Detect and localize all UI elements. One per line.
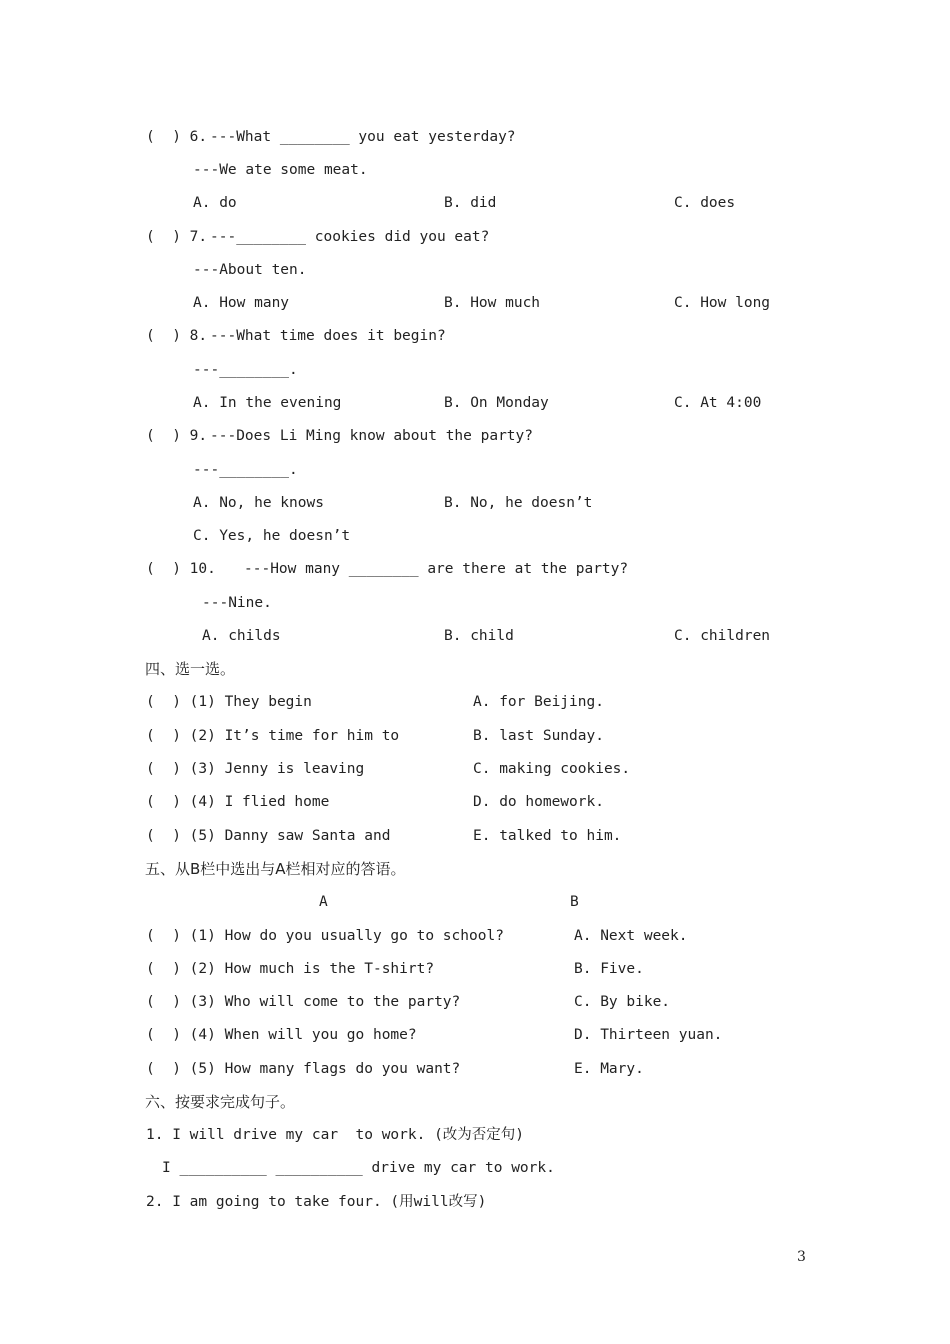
s5-row5-right: E. Mary. — [574, 1061, 644, 1077]
q6-answer: ---We ate some meat. — [193, 162, 368, 178]
q9-option-a: A. No, he knows — [193, 495, 324, 511]
page-number: 3 — [797, 1249, 806, 1265]
q6-prefix: ( ) 6. — [146, 129, 208, 145]
section5-title: 五、从B栏中选出与A栏相对应的答语。 — [145, 860, 406, 878]
s6-item2: 2. I am going to take four. (用will改写) — [146, 1194, 487, 1210]
s4-row5-right: E. talked to him. — [473, 828, 622, 844]
s5-row2-right: B. Five. — [574, 961, 644, 977]
s5-row3-right: C. By bike. — [574, 994, 671, 1010]
s4-row2-left: ( ) (2) It’s time for him to — [146, 728, 400, 744]
q9-option-c: C. Yes, he doesn’t — [193, 528, 351, 544]
q8-answer: ---________. — [193, 362, 298, 378]
s4-row1-left: ( ) (1) They begin — [146, 694, 312, 710]
s5-row5-left: ( ) (5) How many flags do you want? — [146, 1061, 461, 1077]
s5-row4-right: D. Thirteen yuan. — [574, 1027, 723, 1043]
q6-question: ---What ________ you eat yesterday? — [210, 129, 516, 145]
q10-question: ---How many ________ are there at the party? — [244, 561, 629, 577]
section4-title: 四、选一选。 — [145, 660, 236, 678]
s4-row2-right: B. last Sunday. — [473, 728, 604, 744]
s6-item1-answer: I __________ __________ drive my car to work. — [162, 1160, 555, 1176]
s5-column-b-header: B — [570, 894, 579, 910]
s4-row1-right: A. for Beijing. — [473, 694, 604, 710]
s6-item1: 1. I will drive my car to work. (改为否定句) — [146, 1127, 525, 1143]
q7-prefix: ( ) 7. — [146, 229, 208, 245]
q7-question: ---________ cookies did you eat? — [210, 229, 490, 245]
q9-prefix: ( ) 9. — [146, 428, 208, 444]
q6-option-b: B. did — [444, 195, 497, 211]
s5-row3-left: ( ) (3) Who will come to the party? — [146, 994, 461, 1010]
s4-row4-right: D. do homework. — [473, 794, 604, 810]
q10-answer: ---Nine. — [202, 595, 272, 611]
s4-row5-left: ( ) (5) Danny saw Santa and — [146, 828, 391, 844]
q8-question: ---What time does it begin? — [210, 328, 446, 344]
q10-prefix: ( ) 10. — [146, 561, 216, 577]
q7-option-a: A. How many — [193, 295, 290, 311]
s4-row3-right: C. making cookies. — [473, 761, 631, 777]
q9-option-b: B. No, he doesn’t — [444, 495, 593, 511]
q8-prefix: ( ) 8. — [146, 328, 208, 344]
s5-row2-left: ( ) (2) How much is the T-shirt? — [146, 961, 435, 977]
q10-option-a: A. childs — [202, 628, 281, 644]
s5-column-a-header: A — [319, 894, 328, 910]
q8-option-a: A. In the evening — [193, 395, 342, 411]
q8-option-c: C. At 4:00 — [674, 395, 762, 411]
s5-row1-right: A. Next week. — [574, 928, 688, 944]
s4-row4-left: ( ) (4) I flied home — [146, 794, 330, 810]
q7-option-b: B. How much — [444, 295, 541, 311]
q8-option-b: B. On Monday — [444, 395, 549, 411]
s5-row4-left: ( ) (4) When will you go home? — [146, 1027, 417, 1043]
s4-row3-left: ( ) (3) Jenny is leaving — [146, 761, 365, 777]
q9-question: ---Does Li Ming know about the party? — [210, 428, 534, 444]
q10-option-b: B. child — [444, 628, 514, 644]
q9-answer: ---________. — [193, 462, 298, 478]
s5-row1-left: ( ) (1) How do you usually go to school? — [146, 928, 504, 944]
q7-answer: ---About ten. — [193, 262, 307, 278]
q10-option-c: C. children — [674, 628, 771, 644]
q6-option-c: C. does — [674, 195, 736, 211]
q7-option-c: C. How long — [674, 295, 771, 311]
q6-option-a: A. do — [193, 195, 237, 211]
section6-title: 六、按要求完成句子。 — [145, 1093, 296, 1111]
